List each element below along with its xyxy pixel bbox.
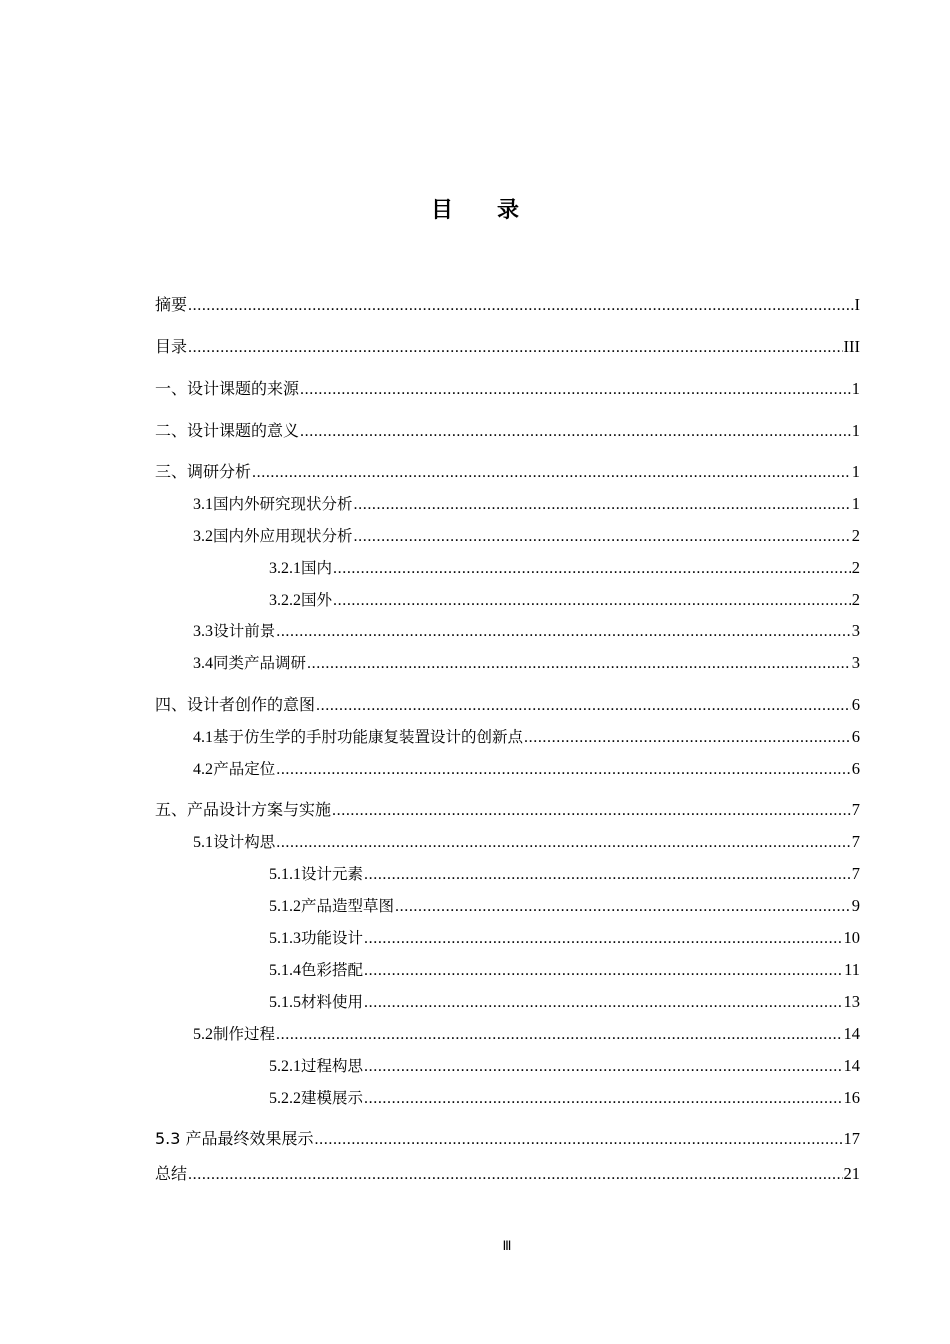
toc-entry-text: 三、调研分析 bbox=[155, 462, 252, 481]
page-footer bbox=[0, 1238, 950, 1254]
toc-entry-page: 7 bbox=[851, 832, 860, 851]
toc-entry-page: 6 bbox=[851, 695, 860, 714]
toc-entry-number: 5.1.4 bbox=[269, 962, 301, 979]
toc-entry-text: 国内外研究现状分析 bbox=[213, 495, 353, 513]
toc-entry-text: 设计元素 bbox=[301, 865, 364, 883]
toc-entry[interactable] bbox=[155, 1162, 860, 1186]
toc-entry[interactable] bbox=[269, 1054, 860, 1078]
toc-entry-page: 17 bbox=[843, 1129, 860, 1148]
toc-leader-dots bbox=[333, 589, 851, 613]
toc-entry-text: 产品定位 bbox=[213, 760, 276, 778]
toc-entry-number: 5.2.1 bbox=[269, 1058, 301, 1075]
toc-entry-text: 同类产品调研 bbox=[213, 654, 307, 672]
toc-leader-dots bbox=[524, 726, 851, 750]
toc-entry-text: 国内外应用现状分析 bbox=[213, 527, 353, 545]
toc-leader-dots bbox=[300, 378, 851, 402]
toc-entry-page: 3 bbox=[851, 653, 860, 672]
toc-entry[interactable] bbox=[193, 651, 860, 675]
toc-entry-number: 4.1 bbox=[193, 729, 213, 746]
toc-entry[interactable] bbox=[193, 725, 860, 749]
toc-entry-text: 总结 bbox=[155, 1164, 188, 1183]
toc-entry[interactable] bbox=[155, 460, 860, 484]
toc-entry-text: 材料使用 bbox=[301, 993, 364, 1011]
toc-entry-text: 四、设计者创作的意图 bbox=[155, 695, 316, 714]
toc-entry-page: 1 bbox=[851, 494, 860, 513]
toc-entry-number: 5.1.1 bbox=[269, 866, 301, 883]
toc-entry[interactable] bbox=[193, 492, 860, 516]
toc-entry-number: 3.2 bbox=[193, 528, 213, 545]
toc-entry[interactable] bbox=[269, 958, 860, 982]
toc-entry-page: 11 bbox=[844, 960, 860, 979]
toc-leader-dots bbox=[252, 461, 851, 485]
toc-entry-text: 5.3 产品最终效果展示 bbox=[155, 1129, 314, 1148]
toc-entry-number: 3.1 bbox=[193, 496, 213, 513]
toc-entry-text: 设计构思 bbox=[213, 833, 276, 851]
toc-leader-dots bbox=[354, 493, 851, 517]
page-title-left: 目 bbox=[430, 198, 453, 223]
toc-entry-text: 摘要 bbox=[155, 295, 188, 314]
toc-entry-number: 3.2.1 bbox=[269, 560, 301, 577]
toc-leader-dots bbox=[364, 863, 851, 887]
toc-entry[interactable] bbox=[155, 335, 860, 359]
toc-entry-page: 7 bbox=[851, 864, 860, 883]
toc-entry[interactable] bbox=[155, 377, 860, 401]
toc-entry-text: 产品造型草图 bbox=[301, 897, 395, 915]
toc-entry-page: 6 bbox=[851, 727, 860, 746]
toc-entry-page: 1 bbox=[851, 421, 860, 440]
toc-entry-page: 10 bbox=[843, 928, 860, 947]
toc-entry-page: 3 bbox=[851, 621, 860, 640]
toc-entry-text: 目录 bbox=[155, 337, 188, 356]
toc-entry-text: 国外 bbox=[301, 591, 333, 609]
toc-leader-dots bbox=[364, 927, 842, 951]
toc-entry-page: 14 bbox=[843, 1024, 860, 1043]
toc-leader-dots bbox=[364, 991, 842, 1015]
toc-entry-page: 21 bbox=[843, 1164, 860, 1183]
toc-entry[interactable] bbox=[155, 293, 860, 317]
toc-entry-text: 一、设计课题的来源 bbox=[155, 379, 300, 398]
toc-leader-dots bbox=[364, 959, 843, 983]
toc-entry-page: 2 bbox=[851, 526, 860, 545]
toc-leader-dots bbox=[188, 294, 853, 318]
toc-entry-text: 功能设计 bbox=[301, 929, 364, 947]
toc-entry-number: 4.2 bbox=[193, 761, 213, 778]
toc-entry-page: III bbox=[843, 337, 860, 356]
toc-entry[interactable] bbox=[193, 524, 860, 548]
page-title-right: 录 bbox=[497, 198, 520, 223]
toc-leader-dots bbox=[300, 420, 851, 444]
toc-entry[interactable] bbox=[269, 588, 860, 612]
toc-leader-dots bbox=[332, 799, 851, 823]
toc-entry[interactable] bbox=[269, 894, 860, 918]
toc-entry-text: 五、产品设计方案与实施 bbox=[155, 800, 332, 819]
toc-entry-page: 2 bbox=[851, 590, 860, 609]
toc-entry-page: 16 bbox=[843, 1088, 860, 1107]
toc-entry-page: 1 bbox=[851, 462, 860, 481]
toc-entry-page: 7 bbox=[851, 800, 860, 819]
toc-entry-text: 设计前景 bbox=[213, 622, 276, 640]
toc-entry-text: 基于仿生学的手肘功能康复装置设计的创新点 bbox=[213, 728, 524, 746]
toc-entry-number: 5.1.3 bbox=[269, 930, 301, 947]
toc-entry-page: 2 bbox=[851, 558, 860, 577]
toc-leader-dots bbox=[276, 1023, 842, 1047]
toc-leader-dots bbox=[333, 557, 851, 581]
toc-entry[interactable] bbox=[193, 1022, 860, 1046]
toc-leader-dots bbox=[276, 831, 851, 855]
toc-leader-dots bbox=[276, 758, 851, 782]
toc-entry-text: 建模展示 bbox=[301, 1089, 364, 1107]
page-title bbox=[0, 193, 950, 224]
toc-entry-page: I bbox=[854, 295, 860, 314]
toc-entry-text: 过程构思 bbox=[301, 1057, 364, 1075]
toc-entry-number: 5.1 bbox=[193, 834, 213, 851]
toc-leader-dots bbox=[354, 525, 851, 549]
toc-entry-number: 3.2.2 bbox=[269, 592, 301, 609]
toc-entry[interactable] bbox=[269, 862, 860, 886]
toc-entry-page: 9 bbox=[851, 896, 860, 915]
toc-entry-number: 5.1.5 bbox=[269, 994, 301, 1011]
toc-entry-number: 5.2.2 bbox=[269, 1090, 301, 1107]
toc-entry-text: 制作过程 bbox=[213, 1025, 276, 1043]
toc-entry[interactable] bbox=[155, 798, 860, 822]
toc-entry-number: 3.4 bbox=[193, 655, 213, 672]
toc-leader-dots bbox=[364, 1087, 842, 1111]
toc-entry-page: 14 bbox=[843, 1056, 860, 1075]
toc-entry-number: 3.3 bbox=[193, 623, 213, 640]
toc-entry[interactable] bbox=[155, 1127, 860, 1151]
toc-entry-text: 色彩搭配 bbox=[301, 961, 364, 979]
toc-leader-dots bbox=[316, 694, 851, 718]
toc-entry[interactable] bbox=[193, 830, 860, 854]
toc-entry-page: 1 bbox=[851, 379, 860, 398]
toc-entry-number: 5.1.2 bbox=[269, 898, 301, 915]
toc-entry[interactable] bbox=[269, 926, 860, 950]
toc-entry-number: 5.2 bbox=[193, 1026, 213, 1043]
toc-leader-dots bbox=[276, 620, 851, 644]
toc-leader-dots bbox=[395, 895, 851, 919]
toc-entry[interactable] bbox=[155, 693, 860, 717]
toc-entry-page: 6 bbox=[851, 759, 860, 778]
toc-entry-text: 二、设计课题的意义 bbox=[155, 421, 300, 440]
footer-page-number: Ⅲ bbox=[502, 1238, 512, 1253]
toc-entry[interactable] bbox=[269, 556, 860, 580]
toc-leader-dots bbox=[188, 336, 843, 360]
toc-entry[interactable] bbox=[269, 1086, 860, 1110]
toc-entry-text: 国内 bbox=[301, 559, 333, 577]
toc-leader-dots bbox=[364, 1055, 842, 1079]
toc-entry[interactable] bbox=[193, 757, 860, 781]
toc-entry-page: 13 bbox=[843, 992, 860, 1011]
toc-leader-dots bbox=[188, 1163, 842, 1187]
toc-leader-dots bbox=[315, 1128, 843, 1152]
toc-entry[interactable] bbox=[155, 419, 860, 443]
toc-entry[interactable] bbox=[193, 619, 860, 643]
toc-leader-dots bbox=[307, 652, 851, 676]
toc-entry[interactable] bbox=[269, 990, 860, 1014]
